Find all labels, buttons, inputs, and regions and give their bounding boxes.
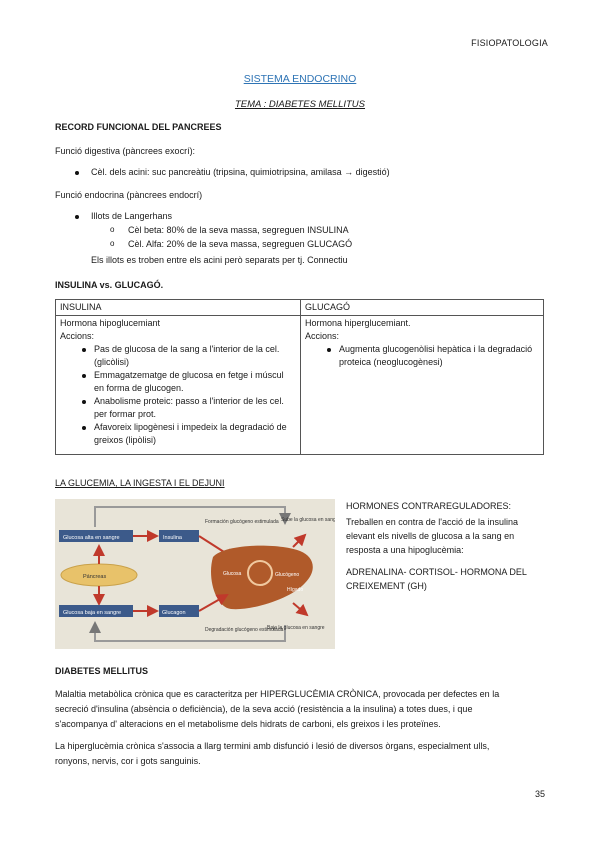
side-hormones-line: CREIXEMENT (GH): [346, 581, 427, 591]
running-header: FISIOPATOLOGIA: [471, 38, 548, 48]
list-item: Pas de glucosa de la sang a l'interior de la cel. (glicòlisi): [94, 343, 296, 369]
list-item: Afavoreix lipogènesi i impedeix la degradació de greixos (lipòlisi): [94, 421, 296, 447]
side-text-line: Treballen en contra de l'acció de la insulina: [346, 517, 518, 527]
diagram-label-pancreas: Páncreas: [83, 574, 107, 580]
diagram-label-higado: Hígado: [287, 587, 304, 593]
glucagon-header: GLUCAGÓ: [301, 300, 544, 316]
page-subtitle: TEMA : DIABETES MELLITUS: [234, 99, 366, 110]
diagram-label-alta: Glucosa alta en sangre: [63, 535, 120, 541]
list-item: Emmagatzematge de glucosa en fetge i múscul en forma de glucogen.: [94, 369, 296, 395]
side-text-line: resposta a una hipoglucèmia:: [346, 545, 464, 555]
diagram-label-baja: Glucosa baja en sangre: [63, 610, 122, 616]
endo-sub1: Cèl beta: 80% de la seva massa, segreguen INSULINA: [128, 225, 349, 235]
circle-bullet-icon: o: [110, 239, 115, 248]
bullet-icon: [75, 171, 79, 175]
insulina-header: INSULINA: [56, 300, 301, 316]
diabetes-heading: DIABETES MELLITUS: [55, 666, 149, 676]
side-hormones-line: ADRENALINA- CORTISOL- HORMONA DEL: [346, 567, 527, 577]
glucemia-heading: LA GLUCEMIA, LA INGESTA I EL DEJUNI: [55, 478, 225, 488]
islets-note: Els illots es troben entre els acini però separats per tj. Connectiu: [91, 255, 348, 265]
insulina-actions-label: Accions:: [60, 331, 95, 341]
diabetes-p2-line: ronyons, nervis, cor i gots sanguinis.: [55, 756, 201, 766]
diagram-label-formacion: Formación glucógeno estimulada: [205, 519, 279, 525]
comparison-table: [55, 299, 544, 455]
bullet-icon: [75, 215, 79, 219]
diagram-label-sube: Sube la glucosa en sangre: [281, 517, 335, 523]
insulina-actions-list: [60, 343, 296, 447]
diabetes-p1-line: Malaltia metabòlica crònica que es caracteritza per HIPERGLUCÈMIA CRÒNICA, provocada per defectes en la: [55, 689, 500, 699]
diagram-label-glucogeno: Glucógeno: [275, 572, 300, 578]
diagram-label-glucosa: Glucosa: [223, 571, 242, 577]
glucagon-actions-list: [305, 343, 539, 369]
diagram-label-insulina: Insulina: [163, 535, 182, 541]
diabetes-p2-line: La hiperglucèmia crònica s'associa a llarg termini amb disfunció i lesió de diversos òrgans, especialment ulls,: [55, 741, 490, 751]
side-title: HORMONES CONTRAREGULADORES:: [346, 501, 512, 511]
diagram-label-degradacion: Degradación glucógeno estimulada: [205, 627, 284, 633]
list-item: Augmenta glucogenòlisi hepàtica i la degradació proteica (neoglucogènesi): [339, 343, 539, 369]
endo-item: Illots de Langerhans: [91, 211, 173, 221]
page-number: 35: [534, 789, 545, 799]
insulina-cell: [56, 316, 301, 455]
page-title: SISTEMA ENDOCRINO: [243, 73, 357, 85]
glucagon-actions-label: Accions:: [305, 331, 340, 341]
diabetes-p1-line: s'acompanya d' alteracions en el metabolisme dels hidrats de carboni, els greixos i les proteïnes.: [55, 719, 441, 729]
list-item: Anabolisme proteic: passo a l'interior de les cel. per formar prot.: [94, 395, 296, 421]
diagram-label-baja2: Baja la glucosa en sangre: [267, 625, 325, 631]
diagram-label-glucagon: Glucagon: [162, 610, 186, 616]
insulina-type: Hormona hipoglucemiant: [60, 318, 161, 328]
comparison-heading: INSULINA vs. GLUCAGÓ.: [55, 280, 164, 290]
endo-title: Funció endocrina (pàncrees endocrí): [55, 190, 203, 200]
glucose-regulation-diagram: [55, 499, 335, 649]
diabetes-p1-line: secreció d'insulina (absència o deficiència), de la seva acció (resistència a la insulina) a totes dues, i que: [55, 704, 473, 714]
exo-item: Cèl. dels acini: suc pancreàtiu (tripsina, quimiotripsina, amilasa → digestió): [91, 167, 390, 177]
glucagon-type: Hormona hiperglucemiant.: [305, 318, 411, 328]
glucagon-cell: [301, 316, 544, 455]
exo-title: Funció digestiva (pàncrees exocrí):: [55, 146, 196, 156]
side-text-line: elevant els nivells de glucosa a la sang en: [346, 531, 515, 541]
endo-sub2: Cèl. Alfa: 20% de la seva massa, segreguen GLUCAGÓ: [128, 239, 353, 249]
record-heading: RECORD FUNCIONAL DEL PANCREES: [55, 122, 222, 132]
circle-bullet-icon: o: [110, 225, 115, 234]
